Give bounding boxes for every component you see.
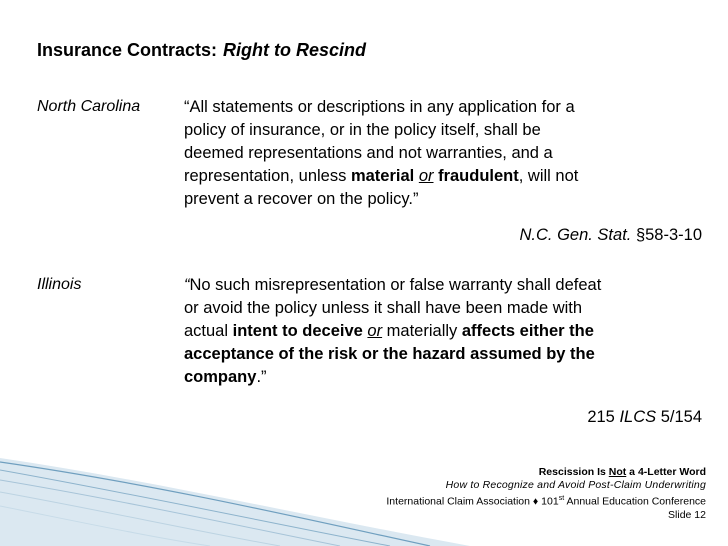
il-citation: 215 ILCS 5/154 [587, 408, 702, 426]
il-quote [184, 274, 704, 389]
nc-line-2: policy of insurance, or in the policy itself, shall be [184, 121, 541, 139]
nc-label: North Carolina [37, 98, 141, 115]
footer-subtitle: How to Recognize and Avoid Post-Claim Underwriting [445, 479, 706, 491]
nc-quote [184, 96, 704, 211]
nc-line-5: prevent a recover on the policy.” [184, 190, 419, 208]
il-line-1: “No such misrepresentation or false warranty shall defeat [184, 276, 602, 294]
slide-footer [386, 466, 706, 522]
title-main: Insurance Contracts: [37, 40, 218, 60]
footer-conference: International Claim Association ♦ 101st Annual Education Conference [386, 495, 706, 508]
nc-line-4: representation, unless material or fraudulent, will not [184, 167, 579, 185]
title-sub: Right to Rescind [223, 40, 367, 60]
slide-title [37, 40, 366, 61]
footer-title: Rescission Is Not a 4-Letter Word [538, 466, 706, 478]
il-label: Illinois [37, 276, 82, 293]
il-line-5: company.” [184, 368, 267, 386]
il-line-3: actual intent to deceive or materially affects either the [184, 322, 594, 340]
nc-citation: N.C. Gen. Stat. §58-3-10 [519, 226, 702, 244]
il-line-4: acceptance of the risk or the hazard assumed by the [184, 345, 595, 363]
slide-number: Slide 12 [668, 508, 706, 521]
nc-line-1: “All statements or descriptions in any application for a [184, 98, 575, 116]
nc-line-3: deemed representations and not warranties, and a [184, 144, 553, 162]
il-line-2: or avoid the policy unless it shall have been made with [184, 299, 583, 317]
